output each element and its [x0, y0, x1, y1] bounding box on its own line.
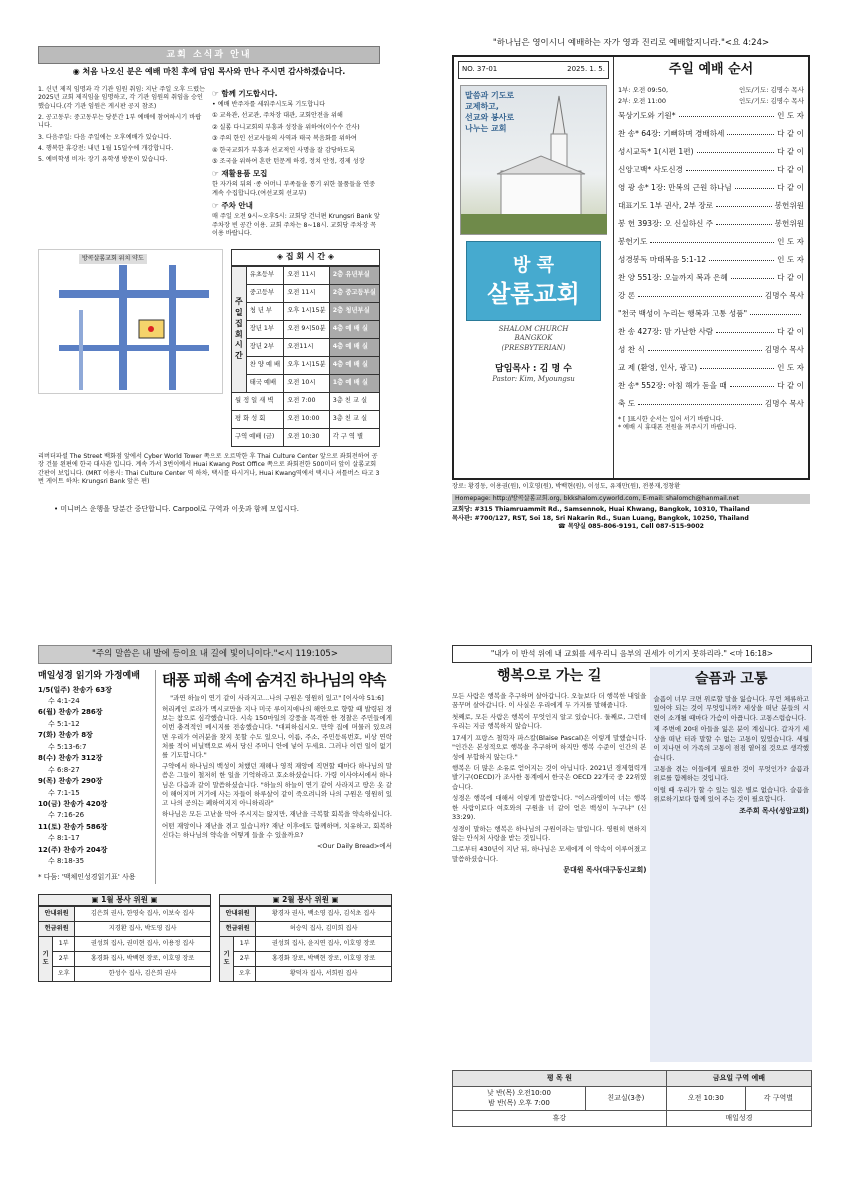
worship-order [614, 57, 808, 478]
verse-header: "내가 이 반석 위에 내 교회를 세우리니 음부의 권세가 이기지 못하리라." <마 16:18> [452, 645, 812, 663]
news-header: 교회 소식과 안내 [38, 46, 380, 64]
verse-header: "주의 말씀은 내 발에 등이요 내 길에 빛이니이다."<시 119:105> [38, 645, 392, 664]
devotion-article [162, 670, 392, 884]
english-name: SHALOM CHURCH [498, 324, 569, 333]
notice-item: 4. 행복한 휴강전: 내년 1월 15일수에 개강합니다. [38, 145, 174, 153]
issue-number: NO. 37-01 [462, 65, 498, 74]
notice-item: 5. 예비학생 비자: 장기 유학생 방문이 있습니다. [38, 156, 168, 164]
article-paragraph: 하나님은 모든 고난을 막아 주시지는 않지만, 재난을 극복할 회복을 약속하십니다. [162, 810, 392, 819]
order-row: 성시교독* 1(시편 1편) 다 같 이 [618, 146, 804, 156]
carpool-notice: • 미니버스 운행을 당분간 중단합니다. Carpool로 구역과 이웃과 함께 모입시다. [54, 504, 299, 513]
order-row: 찬 송* 64장: 기뻐하며 경배하세 다 같 이 [618, 128, 804, 138]
pray-item: ① 교육관, 선교관, 주차장 대관, 교회안전을 위해 [212, 112, 343, 120]
elders-list: 장로: 황경동, 이용권(원), 이호영(원), 박백현(원), 이성도, 유재만(원), 전봉재,정창환 [452, 483, 681, 491]
reading-day: 10(금) 찬송가 420장 [38, 799, 108, 808]
map-drawing [39, 250, 224, 395]
motto-line: 나누는 교회 [465, 124, 507, 134]
order-row: "천국 백성이 누리는 행복과 고통 성품" [618, 305, 804, 323]
phone: ☎ 목양실 085-806-9191, Cell 087-515-9002 [558, 522, 704, 530]
church-logo [466, 241, 601, 321]
order-row: 강 론 김명수 목사 [618, 290, 804, 300]
essay-author: 조주희 목사(성암교회) [739, 806, 809, 815]
devotion-panel [38, 645, 392, 1165]
pray-item: ② 실롬 다니교회의 부흥과 성장을 위하여(이수수 간사) [212, 123, 360, 131]
article-verse: "과연 하늘이 연기 같이 사라지고...나의 구원은 영원히 있고" [이사야 51:6] [170, 693, 384, 702]
essay-panel [452, 645, 812, 1165]
essay-paragraph: 그로부터 430년이 지난 뒤, 하나님은 모세에게 이 약속이 이루어졌고 말씀하셨습니다. [452, 845, 647, 863]
essay-paragraph: 고통을 겪는 이들에게 필요한 것이 무엇인가? 슬픔과 위로를 함께하는 것입니다. [653, 764, 809, 783]
order-row: 대표기도 1부 권사, 2부 장로 봉헌위원 [618, 200, 804, 210]
essay-paragraph: 슬픔이 너무 크면 위로할 말을 잃습니다. 무언 체류하고 있어야 되는 것이 무엇입니까? 세상을 떠난 분들의 시련이 소개될 때마다 가슴이 아픕니다. 고통스럽습니다. [653, 695, 809, 722]
recruit-text: 한 자가의 뒤의 ·종 어머니 부족들을 통기 위한 물품들을 연중 계속 수집합니다.(여선교회 선교부) [212, 181, 376, 197]
essay-paragraph: 성경은 행복에 대해서 이렇게 말씀합니다. "이스라엘이여 너는 행복한 사람이로다 여호와의 구원을 너 같이 얻은 백성이 누구냐" (신 33:29). [452, 794, 647, 822]
essay-happiness [452, 667, 646, 1062]
order-row: 교 제 (환영, 인사, 광고) 인 도 자 [618, 362, 804, 372]
order-row: 봉 헌 393장: 오 신실하신 주 봉헌위원 [618, 218, 804, 228]
essay-paragraph: 이럴 때 우리가 할 수 있는 일은 별로 없습니다. 슬픔을 위로하기보다 함께 있어 주는 것이 필요합니다. [653, 785, 809, 804]
reading-passage: 수 4:1-24 [48, 697, 80, 706]
welcome-text: ◉ 처음 나오신 분은 예배 마친 후에 담임 목사와 만나 주시면 감사하겠습니다. [72, 67, 346, 77]
order-row: 찬 양 551장: 오늘까지 복과 은혜 다 같 이 [618, 272, 804, 282]
pray-item: • 예배 반주자를 세워주시도록 기도합니다 [212, 101, 326, 109]
motto-line: 선교와 봉사로 [465, 113, 515, 123]
reading-passage: 수 5:13-6:7 [48, 742, 87, 751]
time-second: 2부: 오전 11:00 [618, 97, 667, 106]
essay-paragraph: 첫째로, 모든 사람은 행복이 무엇인지 알고 있습니다. 둘째로, 그런데 우리는 지금 행복하지 않습니다. [452, 712, 647, 731]
reading-passage: 수 8:18-35 [48, 857, 85, 866]
schedule-head: 금요일 구역 예배 [666, 1071, 811, 1087]
cover-left [454, 57, 614, 478]
reading-passage: 수 7:16-26 [48, 811, 85, 820]
logo-top: 방 콕 [512, 254, 555, 276]
duty-feb-title: ▣ 2월 봉사 위원 ▣ [219, 894, 392, 906]
map-label: 방콕살롬교회 위치 약도 [79, 254, 147, 264]
logo-name: 살롬교회 [487, 280, 580, 309]
order-row: 봉헌기도 인 도 자 [618, 236, 804, 246]
article-paragraph: 어떤 재앙이나 재난을 겪고 있습니까? 재난 이후에도 함께하며, 치유하고, 회복하신다는 하나님의 약속을 어떻게 들을 수 있을까요? [162, 821, 392, 839]
prayer-notices [212, 86, 380, 241]
order-title: 주일 예배 순서 [668, 62, 754, 78]
essay-sorrow [650, 667, 812, 1062]
article-title: 태풍 피해 속에 숨겨진 하나님의 약속 [162, 671, 386, 690]
reading-day: 7(화) 찬송가 8장 [38, 731, 93, 740]
motto-line: 말씀과 기도로 [465, 90, 515, 100]
order-note: * [ ]표시한 순서는 일어 서기 바랍니다. [618, 416, 724, 424]
directions: 리버더파셜 The Street 백화점 앞에서 Cyber World Tower 쪽으로 오르막한 후 Thai Culture Center 앞으로 좌회전하여 공장 건물 왼편에 한국 대사관 입니다. 계속 가서 3번이예서 Huai Kwang Post Office 쪽으로 좌회전한 500미터 앞이 살롬교회 간판이 보입니다. (MRT 이용시: Thai Culture Center 역 하차, 택시를 타시거나, Huai Kwang역에서 택시나 셔틀버스 타고 3번 게이트 하차: Krungsri Bank 앞은 편) [38, 453, 380, 486]
vertical-label: 주 일 집 회 시 간 [232, 267, 247, 393]
schedule-table: 평 목 원 금요일 구역 예배 낮 반(목) 오전10:00 밤 반(목) 오후 7:00 친교실(3층) 오전 10:30 각 구역별 휴강 매일성경 [452, 1070, 812, 1127]
service-table: 주 일 집 회 시 간 유초등부 오전 11시 2층 유년부실 중고등부 오전 11시 2층 중고등부실 청 년 부 오후 1시15분 2층 청년부실 장년 1부 오전 9시50분 4층 예 배 실 장년 2부 오전11시 4층 예 배 실 찬 양 예 배 오후 1시15분 4층 예 배 실 태국 예배 오전 10시 1층 예 배 실 월 정 일 새 벽 오전 7:00 3층 친 교 실 평 화 성 회 오전 10:00 3층 친 교 실 구역 예배 (금) 오전 10:30 각 구 역 별 [231, 266, 380, 447]
parsonage-address: 목사관: #700/127, RST, Soi 18, Sri Nakarin Rd., Suan Luang, Bangkok, 10250, Thailand [452, 514, 749, 522]
english-denom: (PRESBYTERIAN) [501, 343, 566, 352]
essay-paragraph: 행복은 더 많은 소유로 얻어지는 것이 아닙니다. 2021년 경제협력개발기구(OECD)가 조사한 통계에서 한국은 OECD 22개국 중 22위였습니다. [452, 763, 647, 791]
church-photo [460, 85, 607, 235]
service-times-title: ◈ 집 회 시 간 ◈ [231, 249, 380, 266]
pray-item: ⑤ 조국을 위하여 혼란 턴문계 하경, 정치 안정, 경제 성장 [212, 157, 365, 165]
duty-feb-table: 안내위원 황경자 권사, 백소영 집사, 김석초 집사 헌금위원 허승익 집사, 김미희 집사 기 도 1부 권성희 집사, 윤지연 집사, 이호영 장로 2부 홍경화 장로, 박백현 장로, 이호영 장로 오후 황덕자 집사, 서희원 집사 [219, 906, 392, 982]
order-row: 신앙고백* 사도신경 다 같 이 [618, 164, 804, 174]
reading-day: 6(월) 찬송가 286장 [38, 708, 103, 717]
order-row: 찬 송* 552장: 아침 해가 돋을 때 다 같 이 [618, 380, 804, 390]
notices [38, 86, 206, 241]
order-note: * 예배 시 휴대폰 전원을 꺼주시기 바랍니다. [618, 424, 737, 432]
church-address: 교회당: #315 Thiamruammit Rd., Samsennok, Huai Khwang, Bangkok, 10310, Thailand [452, 506, 750, 514]
order-row: 성 찬 식 김명수 목사 [618, 344, 804, 354]
notice-item: 1. 신년 제직 임명과 각 기관 임원 취임: 지난 주일 오후 드렸는 2025년 교회 제직임을 임명하고, 각 기관 임원의 취임을 승인했습니다.(각 기관 임원은 게시판 공지 참조) [38, 85, 206, 110]
reading-passage: 수 6:8-27 [48, 765, 80, 774]
duty-jan-title: ▣ 1월 봉사 위원 ▣ [38, 894, 211, 906]
essay-author: 문대원 목사(대구동신교회) [563, 866, 647, 875]
article-source: <Our Daily Bread>에서 [316, 842, 392, 850]
english-city: BANGKOK [514, 334, 553, 343]
park-text: 매 주일 오전 9시~오후5시: 교회당 건너편 Krungsri Bank 앞 주차장 빈 공간 이용. 교회 주차는 8~18시. 교회당 주차장 꼭 이용 바랍니다. [212, 213, 380, 237]
essay-paragraph: 제 주변에 20대 아들을 잃은 분이 계십니다. 갑자기 세상을 떠난 터라 말할 수 없는 고통이 있었습니다. 세월이 지나면 이 가족의 고통이 점점 옅어질 것으로 생각했습니다. [653, 725, 809, 762]
park-title: ☞ 주차 안내 [212, 201, 253, 211]
bulletin-cover [452, 55, 810, 480]
contact-info [452, 483, 810, 531]
reading-passage: 수 5:1-12 [48, 719, 80, 728]
pray-item: ④ 한국교회가 부흥과 선교적인 사명을 잘 감당하도록 [212, 146, 355, 154]
reading-title: 매일성경 읽기와 가정예배 [38, 671, 140, 682]
essay-paragraph: 성경이 말하는 행복은 하나님의 구원이라는 말입니다. 영원히 변하지 않는 안식처 사랑을 받는 것입니다. [452, 824, 647, 842]
essay-title: 행복으로 가는 길 [497, 668, 602, 685]
pastor-english: Pastor: Kim, Myoungsu [492, 375, 575, 384]
motto-line: 교제하고, [465, 102, 499, 112]
homepage-link[interactable]: Homepage: http://방콕살롬교회.org, bkkshalom.cyworld.com, E-mail: shalomch@hanmail.net [452, 494, 810, 504]
essay-paragraph: 17세기 프랑스 철학자 파스칼(Blaise Pascal)은 이렇게 말했습니다. "인간은 본성적으로 행복을 추구하며 하지만 행복 수준이 인간의 본성에 부합하지 않는다." [452, 733, 647, 761]
reading-day: 9(목) 찬송가 290장 [38, 777, 103, 786]
news-panel [38, 46, 380, 566]
pastor-name: 담임목사 : 김 명 수 [495, 364, 572, 375]
essay-title: 슬픔과 고통 [694, 671, 768, 688]
order-row: 영 광 송* 1장: 만복의 근원 하나님 다 같 이 [618, 182, 804, 192]
church-building [461, 86, 607, 234]
reading-note: * 다둠: '맥체인성경읽기표' 사용 [38, 872, 136, 881]
reading-plan [38, 670, 156, 884]
order-row: 묵상기도와 기원* 인 도 자 [618, 110, 804, 120]
notice-item: 3. 다음주일: 다음 주일에는 오후예배가 있습니다. [38, 133, 172, 141]
pray-item: ③ 주의 한인 선교사들의 사역과 태국 복음화를 위하여 [212, 135, 357, 143]
reading-passage: 수 7:1-15 [48, 788, 80, 797]
recruit-title: ☞ 재활용품 모집 [212, 169, 268, 179]
issue-date: 2025. 1. 5. [567, 65, 605, 74]
reading-day: 11(토) 찬송가 586장 [38, 822, 108, 831]
verse-header: "하나님은 영이시니 예배하는 자가 영과 진리로 예배할지니라."<요 4:24> [492, 38, 770, 48]
reading-day: 1/5(일주) 찬송가 63장 [38, 685, 112, 694]
location-map [38, 249, 223, 394]
article-paragraph: 구약에서 하나님의 백성이 처했던 재해나 영적 재앙에 직면할 때마다 하나님의 말씀은 그들이 철저히 한 일을 기억하라고 호소하셨습니다. 가령 이사야서에서 하나님은 다음과 같이 말씀하셨습니다. "하늘의 하늘이 연기 같이 사라지고 땅은 옷 같이 해어지며 거기에 사는 자들이 하루살이 같이 죽으려니와 나의 구원은 영원히 있고 나의 공의는 폐하여지지 아니하리라" [162, 762, 392, 808]
time-first: 1부: 오전 09:50, [618, 86, 669, 95]
article-paragraph: 허리케인 로라가 멕시코만을 지나 미국 루이지애나의 해안으로 향할 때 발령된 경보는 참으로 심각했습니다. 시속 150마일의 강풍을 목격한 한 경찰은 주민들에게 이번 충격적인 메시지를 전송했습니다. "대피하십시오. 만약 집에 머물러 있으려면 우리가 여러분을 찾지 못할 수도 있으니, 이름, 주소, 주민등록번호, 비상 연락처를 적어 비닐백으로 싸서 당신 주머니 안에 넣어 두세요. 그러나 이런 일이 없기를 기도합니다." [162, 704, 392, 760]
duty-tables [38, 894, 392, 982]
pray-title: ☞ 함께 기도합시다. [212, 88, 278, 98]
reading-day: 8(수) 찬송가 312장 [38, 754, 103, 763]
essay-paragraph: 모든 사람은 행복을 추구하며 살아갑니다. 오늘보다 더 행복한 내일을 꿈꾸며 살아갑니다. 이 사실은 우리에게 두 가지를 말해줍니다. [452, 692, 647, 710]
order-row: 축 도 김명수 목사 [618, 398, 804, 408]
reading-passage: 수 8:1-17 [48, 834, 80, 843]
order-panel [452, 38, 810, 578]
leader-second: 인도/기도: 김명수 목사 [738, 97, 804, 106]
order-row: 찬 송 427장: 맘 가난한 사람 다 같 이 [618, 326, 804, 336]
reading-day: 12(주) 찬송가 204장 [38, 845, 108, 854]
order-row: 성경봉독 마태복음 5:1-12 인 도 자 [618, 254, 804, 264]
leader-first: 인도/기도: 김명수 목사 [738, 86, 804, 95]
duty-jan-table: 안내위원 김은희 권사, 한영숙 집사, 이보숙 집사 헌금위원 지경환 집사, 박도영 집사 기 도 1부 권성희 집사, 권미현 집사, 이용정 집사 2부 홍경화 집사, 박백현 장로, 이호영 장로 오후 한성수 집사, 김은희 권사 [38, 906, 211, 982]
notice-item: 2. 공고동부: 중고동부는 당분간 1부 예배에 참여하시기 바랍니다. [38, 114, 202, 130]
schedule-head: 평 목 원 [453, 1071, 667, 1087]
issue-box [458, 61, 609, 78]
